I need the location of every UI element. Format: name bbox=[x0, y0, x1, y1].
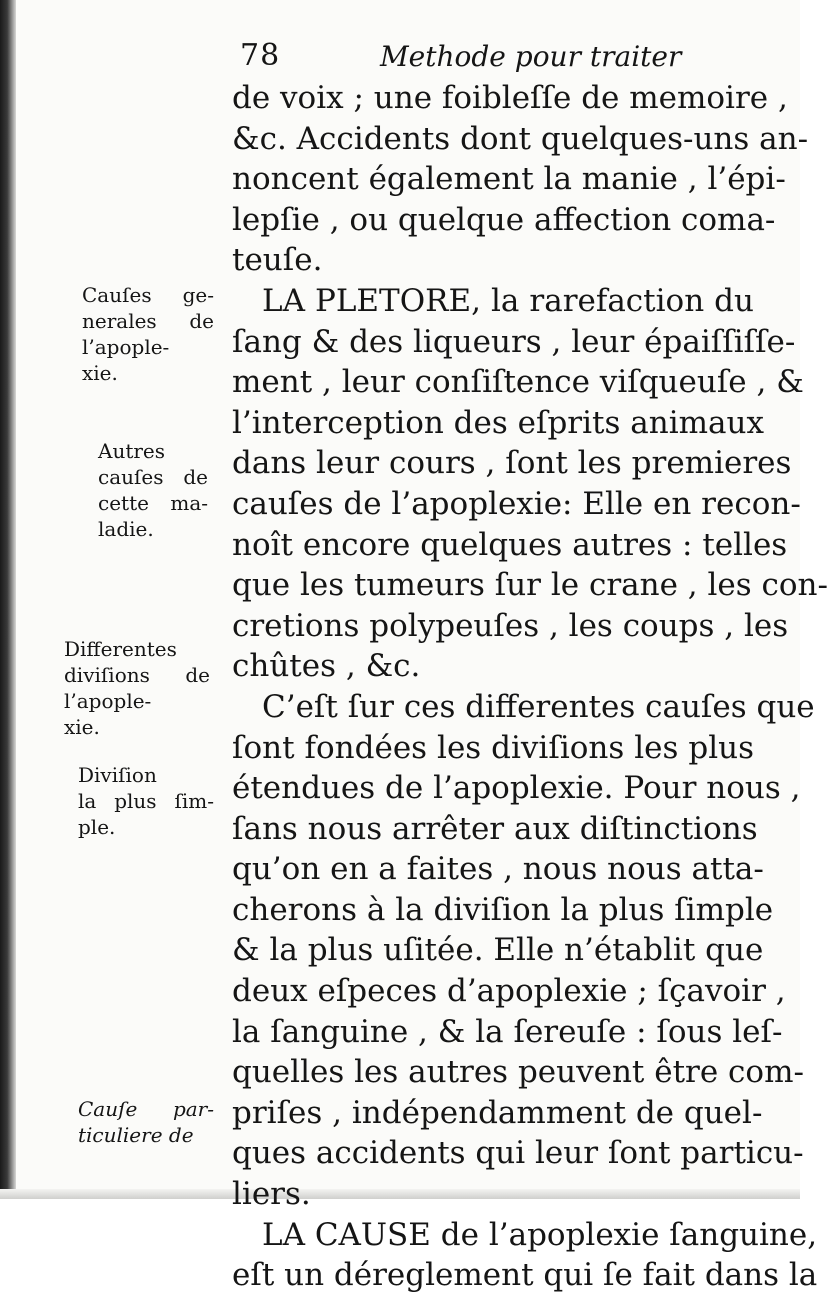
text-line: & la plus uſitée. Elle n’établit que bbox=[232, 932, 764, 969]
text-line: l’interception des eſprits animaux bbox=[232, 404, 764, 441]
main-text-block bbox=[232, 78, 828, 1296]
margin-note-line: l’apople- bbox=[82, 335, 170, 359]
text-line: ment , leur conſiſtence viſqueuſe , & bbox=[232, 364, 804, 401]
margin-note-line: Autres bbox=[98, 439, 166, 463]
paragraph-start-line: C’eſt ſur ces differentes cauſes que bbox=[262, 688, 815, 725]
text-line: cherons à la diviſion la plus ſimple bbox=[232, 891, 774, 928]
text-line: &c. Accidents dont quelques-uns an- bbox=[232, 120, 809, 157]
margin-note-line: xie. bbox=[64, 715, 100, 739]
margin-note-division-simple bbox=[78, 762, 214, 840]
text-line: chûtes , &c. bbox=[232, 648, 421, 685]
text-line: la ſanguine , & la ſereuſe : ſous leſ- bbox=[232, 1013, 783, 1050]
page-binding-shadow bbox=[0, 0, 16, 1199]
text-line: noît encore quelques autres : telles bbox=[232, 526, 788, 563]
text-line: ſang & des liqueurs , leur épaiſſiſſe- bbox=[232, 323, 796, 360]
text-line: teuſe. bbox=[232, 242, 323, 279]
margin-note-line: Differentes bbox=[64, 637, 177, 661]
paragraph-start-line: LA PLETORE, la rarefaction du bbox=[262, 282, 754, 319]
text-line: lepſie , ou quelque affection coma- bbox=[232, 201, 776, 238]
text-line: cauſes de l’apoplexie: Elle en recon- bbox=[232, 485, 801, 522]
text-line: liers. bbox=[232, 1176, 311, 1213]
text-line: eſt un déreglement qui ſe fait dans la bbox=[232, 1257, 818, 1294]
text-line: étendues de l’apoplexie. Pour nous , bbox=[232, 770, 801, 807]
margin-note-autres-causes bbox=[98, 438, 208, 542]
text-line: dans leur cours , ſont les premieres bbox=[232, 445, 792, 482]
margin-note-line: Cauſes ge- bbox=[82, 283, 214, 307]
text-line: que les tumeurs ſur le crane , les con- bbox=[232, 567, 828, 604]
margin-note-line: xie. bbox=[82, 361, 118, 385]
text-line: quelles les autres peuvent être com- bbox=[232, 1054, 804, 1091]
paragraph-start-line: LA CAUSE de l’apoplexie ſanguine, bbox=[262, 1216, 818, 1253]
margin-note-line: ticuliere de bbox=[78, 1123, 194, 1147]
page-header bbox=[240, 38, 682, 78]
text-line: cretions polypeuſes , les coups , les bbox=[232, 607, 789, 644]
text-line: ques accidents qui leur ſont particu- bbox=[232, 1135, 804, 1172]
margin-note-line: ple. bbox=[78, 815, 116, 839]
margin-note-line: l’apople- bbox=[64, 689, 152, 713]
page-number: 78 bbox=[240, 38, 281, 73]
text-line: noncent également la manie , l’épi- bbox=[232, 161, 786, 198]
margin-note-line: cette ma- bbox=[98, 491, 208, 515]
margin-note-differentes-divisions bbox=[64, 636, 210, 740]
text-line: deux eſpeces d’apoplexie ; ſçavoir , bbox=[232, 973, 786, 1010]
margin-note-line: Diviſion bbox=[78, 763, 157, 787]
text-line: de voix ; une foibleſſe de memoire , bbox=[232, 80, 788, 116]
text-line: ſont fondées les diviſions les plus bbox=[232, 729, 754, 766]
text-line: qu’on en a faites , nous nous atta- bbox=[232, 851, 764, 888]
margin-note-line: diviſions de bbox=[64, 663, 210, 687]
margin-note-causes-generales bbox=[82, 282, 214, 386]
margin-note-line: la plus ſim- bbox=[78, 789, 214, 813]
margin-note-line: cauſes de bbox=[98, 465, 208, 489]
margin-note-line: ladie. bbox=[98, 517, 154, 541]
margin-note-cause-particuliere bbox=[78, 1096, 214, 1148]
running-title: Methode pour traiter bbox=[380, 40, 682, 73]
margin-note-line: nerales de bbox=[82, 309, 214, 333]
text-line: priſes , indépendamment de quel- bbox=[232, 1094, 763, 1131]
margin-note-line: Cauſe par- bbox=[78, 1097, 214, 1121]
text-line: ſans nous arrêter aux diſtinctions bbox=[232, 810, 758, 847]
